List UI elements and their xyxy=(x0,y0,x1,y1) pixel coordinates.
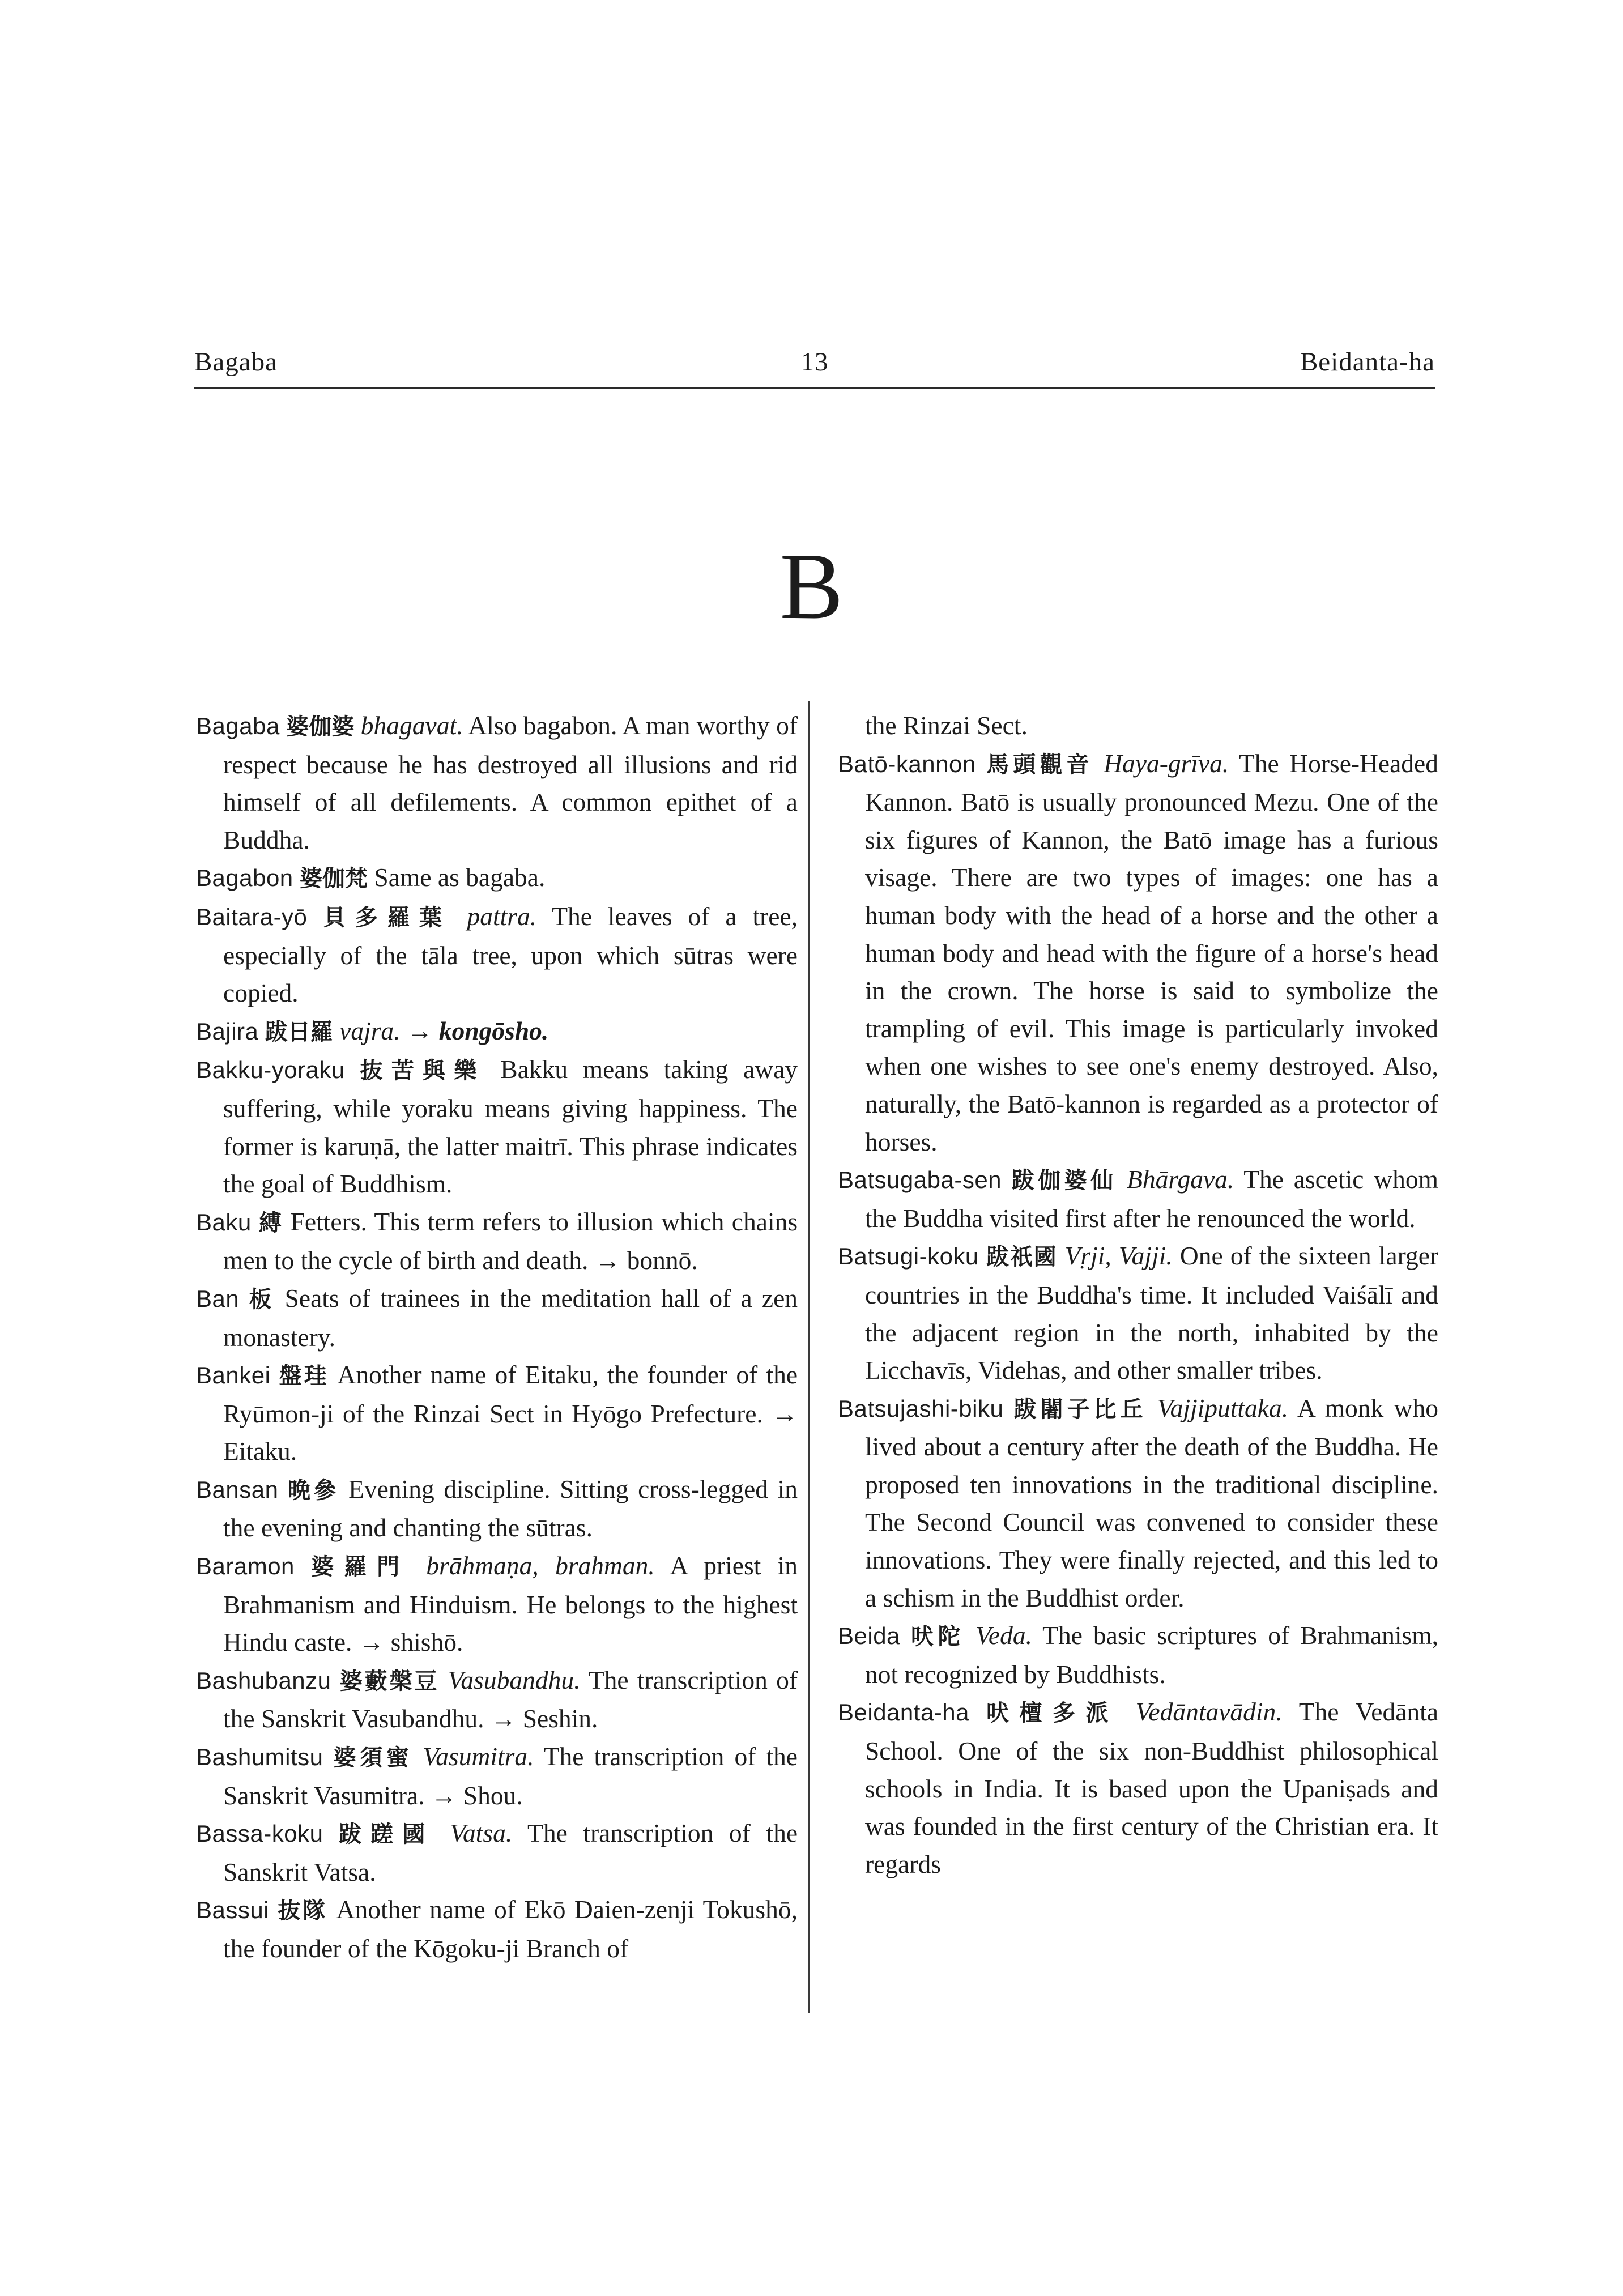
entry-headword: Batsugaba-sen xyxy=(838,1166,1002,1194)
dictionary-entry xyxy=(196,1356,798,1471)
entry-headword: Bansan xyxy=(196,1476,279,1503)
entry-headword: Bajira xyxy=(196,1017,259,1045)
entry-headword: Beida xyxy=(838,1622,900,1650)
dictionary-entry xyxy=(196,1051,798,1203)
entry-headword: Bassui xyxy=(196,1897,270,1924)
entry-definition: The basic scriptures of Brahmanism, not recognized by Buddhists. xyxy=(865,1621,1439,1689)
entry-kanji: 跋祇國 xyxy=(986,1244,1058,1271)
column-divider xyxy=(808,701,810,2013)
entry-kanji: 婆羅門 xyxy=(311,1554,410,1581)
section-letter: B xyxy=(779,534,844,639)
dictionary-entry xyxy=(196,898,798,1012)
dictionary-entry xyxy=(838,1390,1438,1617)
entry-headword: Batō-kannon xyxy=(838,750,976,777)
dictionary-entry xyxy=(196,1738,798,1814)
entry-definition: A priest in Brahmanism and Hinduism. He belongs to the highest Hindu caste. → shishō. xyxy=(223,1551,798,1657)
entry-kanji: 跋伽婆仙 xyxy=(1011,1168,1117,1194)
entry-kanji: 跋蹉國 xyxy=(339,1821,434,1848)
header-left-guide-word: Bagaba xyxy=(194,347,278,377)
dictionary-entry xyxy=(196,1662,798,1738)
entry-kanji: 婆伽婆 xyxy=(286,714,355,740)
entry-sanskrit: Vajjiputtaka. xyxy=(1157,1393,1289,1422)
entry-headword: Beidanta-ha xyxy=(838,1699,970,1726)
entry-headword: Bashumitsu xyxy=(196,1744,323,1771)
entry-sanskrit: Vedāntavādin. xyxy=(1135,1697,1283,1727)
entry-definition: The leaves of a tree, especially of the tāla tree, upon which sūtras were copied. xyxy=(223,901,798,1008)
dictionary-entry xyxy=(196,1203,798,1280)
running-header xyxy=(194,336,1435,389)
entry-headword: Bassa-koku xyxy=(196,1820,323,1847)
entry-kanji: 縛 xyxy=(259,1209,283,1236)
entry-headword: Bashubanzu xyxy=(196,1667,331,1694)
entry-sanskrit: Vasubandhu. xyxy=(448,1665,581,1694)
entry-headword: Batsugi-koku xyxy=(838,1243,979,1270)
entry-definition: Also bagabon. A man worthy of respect because he has destroyed all illusions and rid himself of all defilements. A common epithet of a Buddha. xyxy=(223,711,798,854)
entry-sanskrit: Vatsa. xyxy=(450,1818,513,1848)
entry-kanji: 晩參 xyxy=(288,1477,339,1503)
entry-kanji: 吠陀 xyxy=(910,1624,965,1650)
entry-kanji: 婆須蜜 xyxy=(333,1745,413,1771)
entry-definition: Evening discipline. Sitting cross-legged in the evening and chanting the sūtras. xyxy=(223,1474,798,1543)
entry-headword: Bagaba xyxy=(196,713,280,739)
entry-kanji: 婆藪槃豆 xyxy=(339,1668,440,1694)
entry-definition: Seats of trainees in the meditation hall of a zen monastery. xyxy=(223,1283,798,1352)
entry-sanskrit: bhagavat. xyxy=(360,711,463,740)
entry-definition: The transcription of the Sanskrit Vasumitra. → Shou. xyxy=(223,1742,798,1810)
entry-headword: Baramon xyxy=(196,1553,295,1580)
dictionary-entry xyxy=(196,1471,798,1547)
entry-definition: → kongōsho. xyxy=(406,1016,549,1045)
entry-headword: Bankei xyxy=(196,1362,271,1389)
entry-kanji: 抜隊 xyxy=(278,1898,328,1924)
entry-sanskrit: Veda. xyxy=(975,1621,1032,1650)
entry-kanji: 跋闍子比丘 xyxy=(1013,1396,1147,1422)
entry-headword: Baitara-yō xyxy=(196,903,308,930)
entry-headword: Bagabon xyxy=(196,864,293,892)
dictionary-entry xyxy=(838,1693,1438,1883)
entry-sanskrit: Haya-grīva. xyxy=(1104,748,1229,778)
entry-kanji: 貝多羅葉 xyxy=(323,904,451,931)
entry-kanji: 吠檀多派 xyxy=(986,1700,1119,1727)
dictionary-entry xyxy=(196,1814,798,1891)
entry-definition: Another name of Eitaku, the founder of the Ryūmon-ji of the Rinzai Sect in Hyōgo Prefecture. → Eitaku. xyxy=(223,1360,798,1466)
entry-definition: The Vedānta School. One of the six non-Buddhist philosophical schools in India. It is based upon the Upaniṣads and was founded in the first century of the Christian era. It regards xyxy=(865,1697,1439,1878)
entry-sanskrit: pattra. xyxy=(467,901,537,931)
entry-headword: Batsujashi-biku xyxy=(838,1395,1004,1422)
dictionary-entry xyxy=(838,1237,1438,1389)
dictionary-entry xyxy=(838,1161,1438,1237)
right-column xyxy=(838,707,1438,1883)
entry-definition: The transcription of the Sanskrit Vasubandhu. → Seshin. xyxy=(223,1665,798,1733)
entry-headword: Baku xyxy=(196,1208,252,1236)
entry-definition: The transcription of the Sanskrit Vatsa. xyxy=(223,1818,798,1886)
entry-kanji: 抜苦與樂 xyxy=(360,1058,485,1084)
dictionary-entry xyxy=(196,1280,798,1356)
entry-sanskrit: brāhmaṇa, brahman. xyxy=(426,1551,655,1581)
dictionary-entry xyxy=(838,1617,1438,1693)
entry-headword: Bakku-yoraku xyxy=(196,1057,345,1084)
entry-definition: Bakku means taking away suffering, while yoraku means giving happiness. The former is karuṇā, the latter maitrī. This phrase indicates the goal of Buddhism. xyxy=(223,1055,798,1199)
entry-headword: Ban xyxy=(196,1285,240,1312)
entry-definition: The ascetic whom the Buddha visited first after he renounced the world. xyxy=(865,1165,1439,1233)
entry-definition: A monk who lived about a century after the death of the Buddha. He proposed ten innovations in the traditional discipline. The Second Council was convened to consider these innovations. They were finally rejected, and this led to a schism in the Buddhist order. xyxy=(865,1393,1439,1612)
entry-definition: Another name of Ekō Daien-zenji Tokushō, the founder of the Kōgoku-ji Branch of xyxy=(223,1895,798,1963)
entry-kanji: 板 xyxy=(249,1286,275,1313)
entry-definition: Fetters. This term refers to illusion which chains men to the cycle of birth and death. → bonnō. xyxy=(223,1207,798,1275)
entry-sanskrit: vajra. xyxy=(339,1016,401,1045)
entry-kanji: 盤珪 xyxy=(279,1363,329,1390)
entry-sanskrit: Vasumitra. xyxy=(423,1742,534,1771)
entry-definition: Same as bagaba. xyxy=(374,863,546,892)
dictionary-entry xyxy=(196,1891,798,1967)
dictionary-entry xyxy=(196,1547,798,1662)
entry-sanskrit: Bhārgava. xyxy=(1127,1165,1234,1194)
dictionary-entry xyxy=(838,745,1438,1161)
left-column xyxy=(196,707,798,1968)
entry-kanji: 跋日羅 xyxy=(265,1019,333,1045)
dictionary-entry xyxy=(196,707,798,859)
entry-definition: One of the sixteen larger countries in the Buddha's time. It included Vaiśālī and the adjacent region in the north, inhabited by the Licchavīs, Videhas, and other smaller tribes. xyxy=(865,1241,1439,1385)
dictionary-entry xyxy=(196,1012,798,1051)
entry-definition: The Horse-Headed Kannon. Batō is usually pronounced Mezu. One of the six figures of Kannon, the Batō image has a furious visage. There are two types of images: one has a human body with the head of a horse and the other a human body and head with the figure of a horse's head in the crown. The horse is said to symbolize the trampling of evil. This image is particularly invoked when one wishes to see one's enemy destroyed. Also, naturally, the Batō-kannon is regarded as a protector of horses. xyxy=(865,748,1438,1156)
entry-continuation: the Rinzai Sect. xyxy=(865,711,1028,740)
dictionary-entry xyxy=(196,859,798,898)
entry-sanskrit: Vṛji, Vajji. xyxy=(1064,1241,1173,1271)
page-number: 13 xyxy=(800,347,829,377)
entry-kanji: 馬頭觀音 xyxy=(986,751,1093,778)
entry-kanji: 婆伽梵 xyxy=(300,866,368,892)
header-right-guide-word: Beidanta-ha xyxy=(1300,347,1435,377)
